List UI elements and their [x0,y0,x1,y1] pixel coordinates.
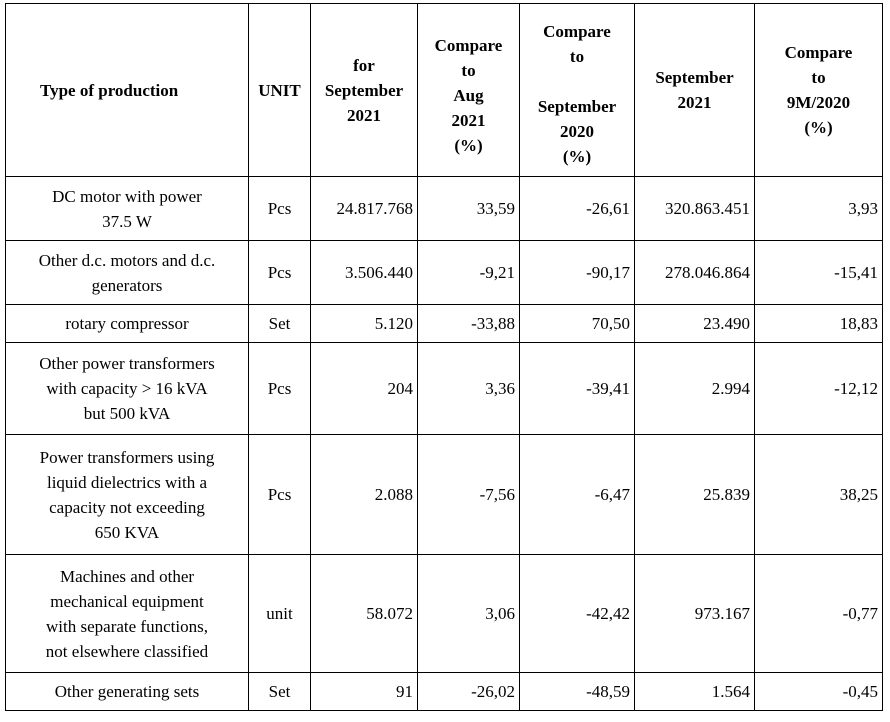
cell-compare-sep2020: 70,50 [520,305,635,343]
header-line: (%) [454,135,483,155]
type-line: mechanical equipment [50,591,204,611]
cell-compare-aug: 3,36 [418,343,520,435]
table-row [6,555,883,673]
type-line: Machines and other [59,566,195,586]
header-type-of-production [6,4,249,177]
type-line: 650 KVA [94,522,160,542]
cell-unit: Set [249,673,311,711]
header-line: Compare [434,35,503,55]
header-line: 9M/2020 [786,93,851,112]
cell-compare-sep2020: -6,47 [520,435,635,555]
table-row [6,305,883,343]
cell-month: 2.088 [311,435,418,555]
cell-sep2021: 320.863.451 [635,177,755,241]
header-line: to [811,68,826,87]
type-line: generators [91,275,163,295]
cell-type [6,177,249,241]
type-line: with capacity > 16 kVA [46,379,208,398]
cell-unit: Pcs [249,343,311,435]
cell-compare-9m: -12,12 [755,343,883,435]
cell-sep2021: 973.167 [635,555,755,673]
header-line: 2020 [560,122,594,141]
cell-compare-sep2020: -48,59 [520,673,635,711]
cell-unit: Pcs [249,177,311,241]
header-line: for [353,55,375,75]
cell-compare-sep2020: -42,42 [520,555,635,673]
cell-compare-9m: -15,41 [755,241,883,305]
type-line: Other d.c. motors and d.c. [38,250,216,270]
cell-compare-9m: -0,77 [755,555,883,673]
header-compare-9m-2020 [755,4,883,177]
header-line: September [537,97,617,116]
header-line: to [569,47,585,66]
header-line: (%) [804,118,833,137]
cell-sep2021: 278.046.864 [635,241,755,305]
cell-compare-aug: 33,59 [418,177,520,241]
header-line: September [324,80,404,100]
cell-month: 24.817.768 [311,177,418,241]
header-line: (%) [562,147,592,166]
header-line [524,69,630,94]
type-line: Other power transformers [39,354,215,373]
cell-month: 5.120 [311,305,418,343]
cell-month: 58.072 [311,555,418,673]
type-line: rotary compressor [65,314,189,333]
type-line: 37.5 W [102,211,152,231]
table-row [6,673,883,711]
cell-unit: Pcs [249,241,311,305]
cell-type [6,305,249,343]
type-line: capacity not exceeding [49,497,205,517]
cell-compare-aug: -7,56 [418,435,520,555]
cell-type [6,343,249,435]
table-row [6,343,883,435]
header-september-2021 [635,4,755,177]
header-unit-label: UNIT [258,80,301,100]
header-for-september-2021 [311,4,418,177]
header-line: Compare [784,43,853,62]
header-line: Aug [453,85,484,105]
cell-unit: unit [249,555,311,673]
table-row [6,435,883,555]
cell-month: 91 [311,673,418,711]
cell-compare-aug: -26,02 [418,673,520,711]
cell-compare-9m: -0,45 [755,673,883,711]
table-row [6,177,883,241]
cell-type [6,673,249,711]
cell-sep2021: 2.994 [635,343,755,435]
cell-month: 204 [311,343,418,435]
header-line: Compare [543,22,611,41]
cell-compare-aug: -9,21 [418,241,520,305]
cell-type [6,555,249,673]
cell-unit: Pcs [249,435,311,555]
header-line: 2021 [347,105,381,125]
header-row [6,4,883,177]
cell-compare-sep2020: -90,17 [520,241,635,305]
header-compare-aug-2021 [418,4,520,177]
cell-month: 3.506.440 [311,241,418,305]
cell-type [6,241,249,305]
type-line: not elsewhere classified [45,641,209,661]
cell-compare-9m: 18,83 [755,305,883,343]
cell-compare-sep2020: -26,61 [520,177,635,241]
cell-unit: Set [249,305,311,343]
cell-compare-9m: 3,93 [755,177,883,241]
header-line: 2021 [451,110,486,130]
cell-sep2021: 25.839 [635,435,755,555]
type-line: DC motor with power [52,186,202,206]
cell-compare-9m: 38,25 [755,435,883,555]
type-line: liquid dielectrics with a [46,472,208,492]
header-line: to [461,60,476,80]
header-unit [249,4,311,177]
cell-sep2021: 23.490 [635,305,755,343]
type-line: with separate functions, [46,616,208,636]
cell-sep2021: 1.564 [635,673,755,711]
table-row [6,241,883,305]
cell-compare-aug: 3,06 [418,555,520,673]
header-type-label: Type of production [40,80,179,100]
header-compare-september-2020 [520,4,635,177]
cell-compare-sep2020: -39,41 [520,343,635,435]
type-line: but 500 kVA [83,404,171,423]
cell-type [6,435,249,555]
header-line: 2021 [677,93,712,112]
type-line: Power transformers using [39,447,215,467]
production-table [5,3,883,711]
type-line: Other generating sets [54,682,200,701]
cell-compare-aug: -33,88 [418,305,520,343]
header-line: September [655,68,734,87]
